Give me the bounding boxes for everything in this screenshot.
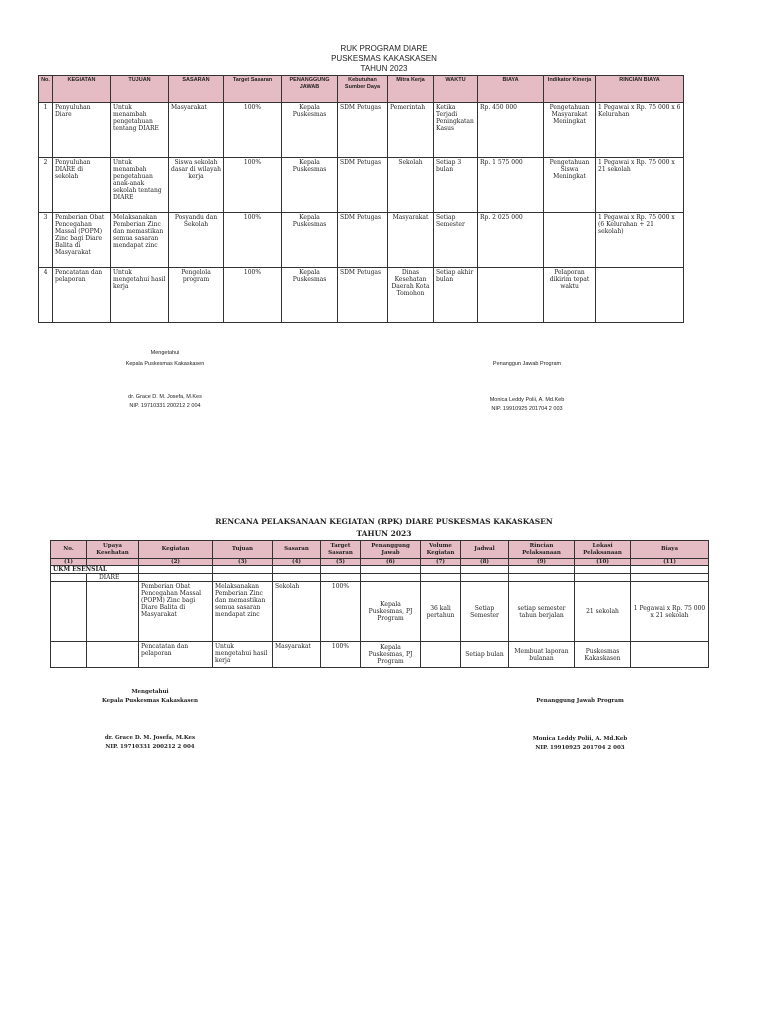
ruk-cell: Pengetahuan Siswa Meningkat: [544, 158, 596, 213]
rpk-cell: Setiap Semester: [461, 582, 509, 642]
ruk-title: [0, 44, 768, 74]
ruk-cell: Pemberian Obat Pencegahan Massal (POPM) Zinc bagi Diare Balita di Masyarakat: [53, 213, 111, 268]
ruk-cell: 3: [39, 213, 53, 268]
ruk-header-cell: Target Sasaran: [224, 76, 282, 103]
ruk-title-line-2: PUSKESMAS KAKASKASEN: [331, 54, 437, 63]
ruk-cell: Pencatatan dan pelaporan: [53, 268, 111, 323]
rpk-title-line-2: TAHUN 2023: [356, 529, 412, 538]
ruk-cell: [544, 213, 596, 268]
rpk-section-label: UKM ESENSIAL: [51, 566, 139, 574]
rpk-cell: Untuk mengetahui hasil kerja: [213, 642, 273, 668]
ruk-cell: 100%: [224, 213, 282, 268]
rpk-cell: Pemberian Obat Pencegahan Massal (POPM) Zinc bagi Diare Balita di Masyarakat: [139, 582, 213, 642]
rpk-cell: [87, 642, 139, 668]
ruk-header-cell: PENANGGUNG JAWAB: [282, 76, 338, 103]
rpk-cell: Masyarakat: [273, 642, 321, 668]
rpk-sign-right: [510, 698, 650, 752]
rpk-sign-left-line2: Kepala Puskesmas Kakaskasen: [102, 698, 198, 704]
rpk-empty-cell: [509, 566, 575, 574]
rpk-empty-cell: [361, 574, 421, 582]
ruk-cell: 100%: [224, 158, 282, 213]
rpk-cell: Sekolah: [273, 582, 321, 642]
rpk-number-row: [51, 559, 709, 566]
rpk-header-cell: No.: [51, 541, 87, 559]
rpk-empty-cell: [631, 566, 709, 574]
rpk-subsection-row: [51, 574, 709, 582]
rpk-number-cell: (8): [461, 559, 509, 566]
ruk-cell: Masyarakat: [169, 103, 224, 158]
ruk-cell: SDM Petugas: [338, 103, 388, 158]
rpk-header-cell: Kegiatan: [139, 541, 213, 559]
rpk-cell: [421, 642, 461, 668]
ruk-sign-right-name: Monica Leddy Polii, A. Md.Keb: [489, 397, 565, 403]
rpk-number-cell: [87, 559, 139, 566]
rpk-cell: Membuat laporan bulanan: [509, 642, 575, 668]
ruk-cell: Kepala Puskesmas: [282, 103, 338, 158]
ruk-header-cell: BIAYA: [478, 76, 544, 103]
ruk-row: [39, 158, 684, 213]
ruk-sign-left: [100, 350, 230, 410]
ruk-cell: Ketika Terjadi Peningkatan Kasus: [434, 103, 478, 158]
ruk-sign-right-nip: NIP. 19910925 201704 2 003: [491, 406, 563, 412]
ruk-table: [38, 75, 684, 323]
ruk-cell: Rp. 1 575 000: [478, 158, 544, 213]
rpk-empty-cell: [361, 566, 421, 574]
rpk-header-cell: Biaya: [631, 541, 709, 559]
rpk-sign-left: [80, 689, 220, 751]
ruk-cell: 1 Pegawai x Rp. 75 000 x 21 sekolah: [596, 158, 684, 213]
rpk-empty-cell: [321, 574, 361, 582]
rpk-cell: Setiap bulan: [461, 642, 509, 668]
rpk-sign-right-line1: Penanggung Jawab Program: [536, 698, 624, 704]
rpk-cell: 36 kali pertahun: [421, 582, 461, 642]
rpk-number-cell: (9): [509, 559, 575, 566]
rpk-empty-cell: [213, 566, 273, 574]
rpk-cell: setiap semester tahun berjalan: [509, 582, 575, 642]
rpk-empty-cell: [321, 566, 361, 574]
ruk-cell: Siswa sekolah dasar di wilayah kerja: [169, 158, 224, 213]
ruk-cell: [478, 268, 544, 323]
rpk-empty-cell: [461, 566, 509, 574]
rpk-number-cell: (10): [575, 559, 631, 566]
ruk-header-cell: Kebutuhan Sumber Daya: [338, 76, 388, 103]
ruk-cell: Pengetahuan Masyarakat Meningkat: [544, 103, 596, 158]
ruk-cell: Kepala Puskesmas: [282, 268, 338, 323]
ruk-cell: Rp. 2 025 000: [478, 213, 544, 268]
rpk-number-cell: (1): [51, 559, 87, 566]
ruk-cell: Pemerintah: [388, 103, 434, 158]
ruk-cell: Untuk mengetahui hasil kerja: [111, 268, 169, 323]
ruk-title-line-3: TAHUN 2023: [360, 64, 408, 73]
rpk-number-cell: (6): [361, 559, 421, 566]
ruk-cell: 100%: [224, 268, 282, 323]
ruk-row: [39, 213, 684, 268]
rpk-empty-cell: [421, 566, 461, 574]
rpk-cell: Pencatatan dan pelaporan: [139, 642, 213, 668]
rpk-table: [50, 540, 709, 668]
ruk-header-cell: No.: [39, 76, 53, 103]
rpk-cell: [51, 642, 87, 668]
rpk-cell: Puskesmas Kakaskasen: [575, 642, 631, 668]
ruk-header-cell: Indikator Kinerja: [544, 76, 596, 103]
ruk-cell: Kepala Puskesmas: [282, 158, 338, 213]
rpk-title: [0, 517, 768, 539]
rpk-subsection-label: DIARE: [87, 574, 139, 582]
rpk-empty-cell: [461, 574, 509, 582]
rpk-sign-left-line1: Mengetahui: [131, 689, 169, 695]
ruk-header-cell: WAKTU: [434, 76, 478, 103]
rpk-empty-cell: [139, 574, 213, 582]
ruk-cell: 1 Pegawai x Rp. 75 000 x (6 Kelurahan + 21 sekolah): [596, 213, 684, 268]
rpk-cell: Kepala Puskesmas, PJ Program: [361, 582, 421, 642]
ruk-header-cell: Mitra Kerja: [388, 76, 434, 103]
ruk-cell: Penyuluhan DIARE di sekolah: [53, 158, 111, 213]
ruk-cell: Setiap akhir bulan: [434, 268, 478, 323]
ruk-cell: Dinas Kesehatan Daerah Kota Tomohon: [388, 268, 434, 323]
ruk-cell: Pelaporan dikirim tepat waktu: [544, 268, 596, 323]
rpk-number-cell: (4): [273, 559, 321, 566]
ruk-sign-left-nip: NIP. 19710331 200212 2 004: [129, 403, 201, 409]
ruk-cell: 4: [39, 268, 53, 323]
ruk-cell: Penyuluhan Diare: [53, 103, 111, 158]
ruk-row: [39, 268, 684, 323]
ruk-sign-left-line2: Kepala Puskesmas Kakaskasen: [125, 361, 205, 367]
ruk-header-cell: TUJUAN: [111, 76, 169, 103]
ruk-cell: [596, 268, 684, 323]
rpk-number-cell: (7): [421, 559, 461, 566]
rpk-title-line-1: RENCANA PELAKSANAAN KEGIATAN (RPK) DIARE PUSKESMAS KAKASKASEN: [215, 517, 553, 526]
rpk-number-cell: (3): [213, 559, 273, 566]
rpk-header-cell: Target Sasaran: [321, 541, 361, 559]
rpk-empty-cell: [509, 574, 575, 582]
ruk-header-row: [39, 76, 684, 103]
ruk-cell: Pengelola program: [169, 268, 224, 323]
rpk-empty-cell: [575, 566, 631, 574]
rpk-section-row: [51, 566, 709, 574]
rpk-empty-cell: [575, 574, 631, 582]
rpk-sign-left-name: dr. Grace D. M. Josefa, M.Kes: [104, 735, 196, 741]
ruk-row: [39, 103, 684, 158]
rpk-sign-right-nip: NIP. 19910925 201704 2 003: [535, 745, 625, 751]
ruk-cell: Melaksanakan Pemberian Zinc dan memastikan semua sasaran mendapat zinc: [111, 213, 169, 268]
ruk-header-cell: SASARAN: [169, 76, 224, 103]
rpk-header-cell: Jadwal: [461, 541, 509, 559]
rpk-empty-cell: [273, 574, 321, 582]
rpk-empty-cell: [213, 574, 273, 582]
rpk-cell: 1 Pegawai x Rp. 75 000 x 21 sekolah: [631, 582, 709, 642]
rpk-cell: 100%: [321, 582, 361, 642]
rpk-header-cell: Rincian Pelaksanaan: [509, 541, 575, 559]
ruk-sign-left-line1: Mengetahui: [150, 350, 180, 356]
rpk-header-cell: Sasaran: [273, 541, 321, 559]
rpk-cell: 21 sekolah: [575, 582, 631, 642]
rpk-row: [51, 582, 709, 642]
ruk-title-line-1: RUK PROGRAM DIARE: [340, 44, 428, 53]
rpk-empty-cell: [139, 566, 213, 574]
rpk-cell: 100%: [321, 642, 361, 668]
rpk-number-cell: (11): [631, 559, 709, 566]
ruk-cell: Posyandu dan Sekolah: [169, 213, 224, 268]
ruk-cell: 1: [39, 103, 53, 158]
ruk-cell: Untuk menambah pengetahuan tentang DIARE: [111, 103, 169, 158]
ruk-header-cell: RINCIAN BIAYA: [596, 76, 684, 103]
rpk-empty-cell: [51, 574, 87, 582]
rpk-sign-left-nip: NIP. 19710331 200212 2 004: [105, 744, 195, 750]
ruk-cell: SDM Petugas: [338, 158, 388, 213]
ruk-sign-right: [462, 361, 592, 413]
rpk-header-cell: Penanggung Jawab: [361, 541, 421, 559]
rpk-header-cell: Volume Kegiatan: [421, 541, 461, 559]
ruk-cell: Rp. 450 000: [478, 103, 544, 158]
rpk-header-cell: Upaya Kesehatan: [87, 541, 139, 559]
rpk-sign-right-name: Monica Leddy Polii, A. Md.Keb: [532, 736, 628, 742]
ruk-cell: Setiap Semester: [434, 213, 478, 268]
ruk-sign-right-line1: Penanggun Jawab Program: [492, 361, 562, 367]
ruk-header-cell: KEGIATAN: [53, 76, 111, 103]
rpk-cell: Melaksanakan Pemberian Zinc dan memastikan semua sasaran mendapat zinc: [213, 582, 273, 642]
rpk-cell: [51, 582, 87, 642]
rpk-header-row: [51, 541, 709, 559]
ruk-cell: Sekolah: [388, 158, 434, 213]
ruk-sign-left-name: dr. Grace D. M. Josefa, M.Kes: [128, 394, 202, 400]
ruk-cell: Masyarakat: [388, 213, 434, 268]
rpk-header-cell: Lokasi Pelaksanaan: [575, 541, 631, 559]
ruk-cell: Setiap 3 bulan: [434, 158, 478, 213]
rpk-cell: [87, 582, 139, 642]
ruk-cell: 100%: [224, 103, 282, 158]
rpk-empty-cell: [421, 574, 461, 582]
ruk-cell: 2: [39, 158, 53, 213]
rpk-number-cell: (2): [139, 559, 213, 566]
ruk-cell: Kepala Puskesmas: [282, 213, 338, 268]
rpk-cell: Kepala Puskesmas, PJ Program: [361, 642, 421, 668]
rpk-cell: [631, 642, 709, 668]
rpk-header-cell: Tujuan: [213, 541, 273, 559]
ruk-cell: Untuk menambah pengetahuan anak-anak sekolah tentang DIARE: [111, 158, 169, 213]
ruk-cell: SDM Petugas: [338, 268, 388, 323]
rpk-empty-cell: [273, 566, 321, 574]
rpk-empty-cell: [631, 574, 709, 582]
ruk-cell: SDM Petugas: [338, 213, 388, 268]
ruk-cell: 1 Pegawai x Rp. 75 000 x 6 Kelurahan: [596, 103, 684, 158]
rpk-row: [51, 642, 709, 668]
rpk-number-cell: (5): [321, 559, 361, 566]
